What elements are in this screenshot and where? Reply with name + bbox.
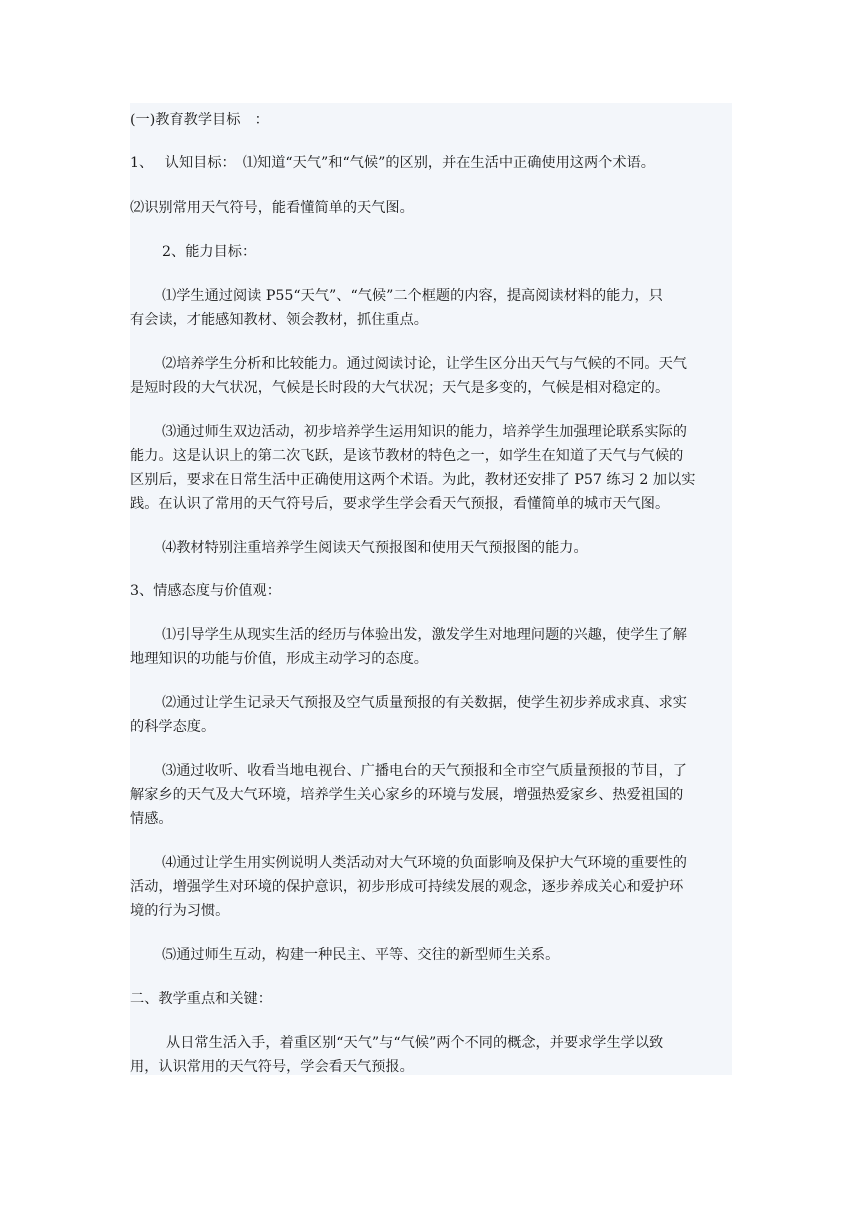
emotion-3-line-1: ⑶通过收听、收看当地电视台、广播电台的天气预报和全市空气质量预报的节目，了 — [162, 763, 687, 779]
ability-2-line-1: ⑵培养学生分析和比较能力。通过阅读讨论，让学生区分出天气与气候的不同。天气 — [162, 356, 687, 372]
ability-1-line-2: 有会读，才能感知教材、领会教材，抓住重点。 — [130, 312, 428, 328]
ability-3-line-3: 区别后，要求在日常生活中正确使用这两个术语。为此，教材还安排了 P57 练习 2 加以实 — [130, 472, 696, 488]
emotion-heading: 3、情感态度与价值观： — [130, 583, 281, 599]
ability-2-line-2: 是短时段的大气状况，气候是长时段的大气状况；天气是多变的，气候是相对稳定的。 — [130, 380, 670, 396]
cognitive-goal-2: ⑵识别常用天气符号，能看懂简单的天气图。 — [130, 200, 414, 216]
emotion-4-line-1: ⑷通过让学生用实例说明人类活动对大气环境的负面影响及保护大气环境的重要性的 — [162, 855, 687, 871]
ability-3-line-2: 能力。这是认识上的第二次飞跃，是该节教材的特色之一，如学生在知道了天气与气候的 — [130, 448, 684, 464]
ability-1-line-1: ⑴学生通过阅读 P55“天气”、“气候”二个框题的内容，提高阅读材料的能力，只 — [162, 288, 663, 304]
emotion-3-line-2: 解家乡的天气及大气环境，培养学生关心家乡的环境与发展，增强热爱家乡、热爱祖国的 — [130, 787, 684, 803]
emotion-1-line-1: ⑴引导学生从现实生活的经历与体验出发，激发学生对地理问题的兴趣，使学生了解 — [162, 627, 687, 643]
document-body — [130, 103, 732, 1075]
ability-3-line-1: ⑶通过师生双边活动，初步培养学生运用知识的能力，培养学生加强理论联系实际的 — [162, 424, 687, 440]
ability-3-line-4: 践。在认识了常用的天气符号后，要求学生学会看天气预报，看懂简单的城市天气图。 — [130, 496, 670, 512]
section2-heading: 二、教学重点和关键： — [130, 991, 272, 1007]
key-points-line-2: 用，认识常用的天气符号，学会看天气预报。 — [130, 1059, 414, 1075]
emotion-5: ⑸通过师生互动，构建一种民主、平等、交往的新型师生关系。 — [162, 947, 560, 963]
emotion-4-line-2: 活动，增强学生对环境的保护意识，初步形成可持续发展的观念，逐步养成关心和爱护环 — [130, 879, 684, 895]
emotion-1-line-2: 地理知识的功能与价值，形成主动学习的态度。 — [130, 651, 428, 667]
ability-heading: 2、能力目标： — [162, 244, 257, 260]
key-points-line-1: 从日常生活入手，着重区别“天气”与“气候”两个不同的概念，并要求学生学以致 — [166, 1035, 664, 1051]
emotion-2-line-2: 的科学态度。 — [130, 719, 216, 735]
section1-heading: (一)教育教学目标 ： — [130, 112, 269, 128]
emotion-3-line-3: 情感。 — [130, 811, 173, 827]
cognitive-goal: 1、 认知目标： ⑴知道“天气”和“气候”的区别，并在生活中正确使用这两个术语。 — [130, 155, 655, 171]
emotion-4-line-3: 境的行为习惯。 — [130, 903, 230, 919]
emotion-2-line-1: ⑵通过让学生记录天气预报及空气质量预报的有关数据，使学生初步养成求真、求实 — [162, 695, 687, 711]
ability-4: ⑷教材特别注重培养学生阅读天气预报图和使用天气预报图的能力。 — [162, 540, 588, 556]
